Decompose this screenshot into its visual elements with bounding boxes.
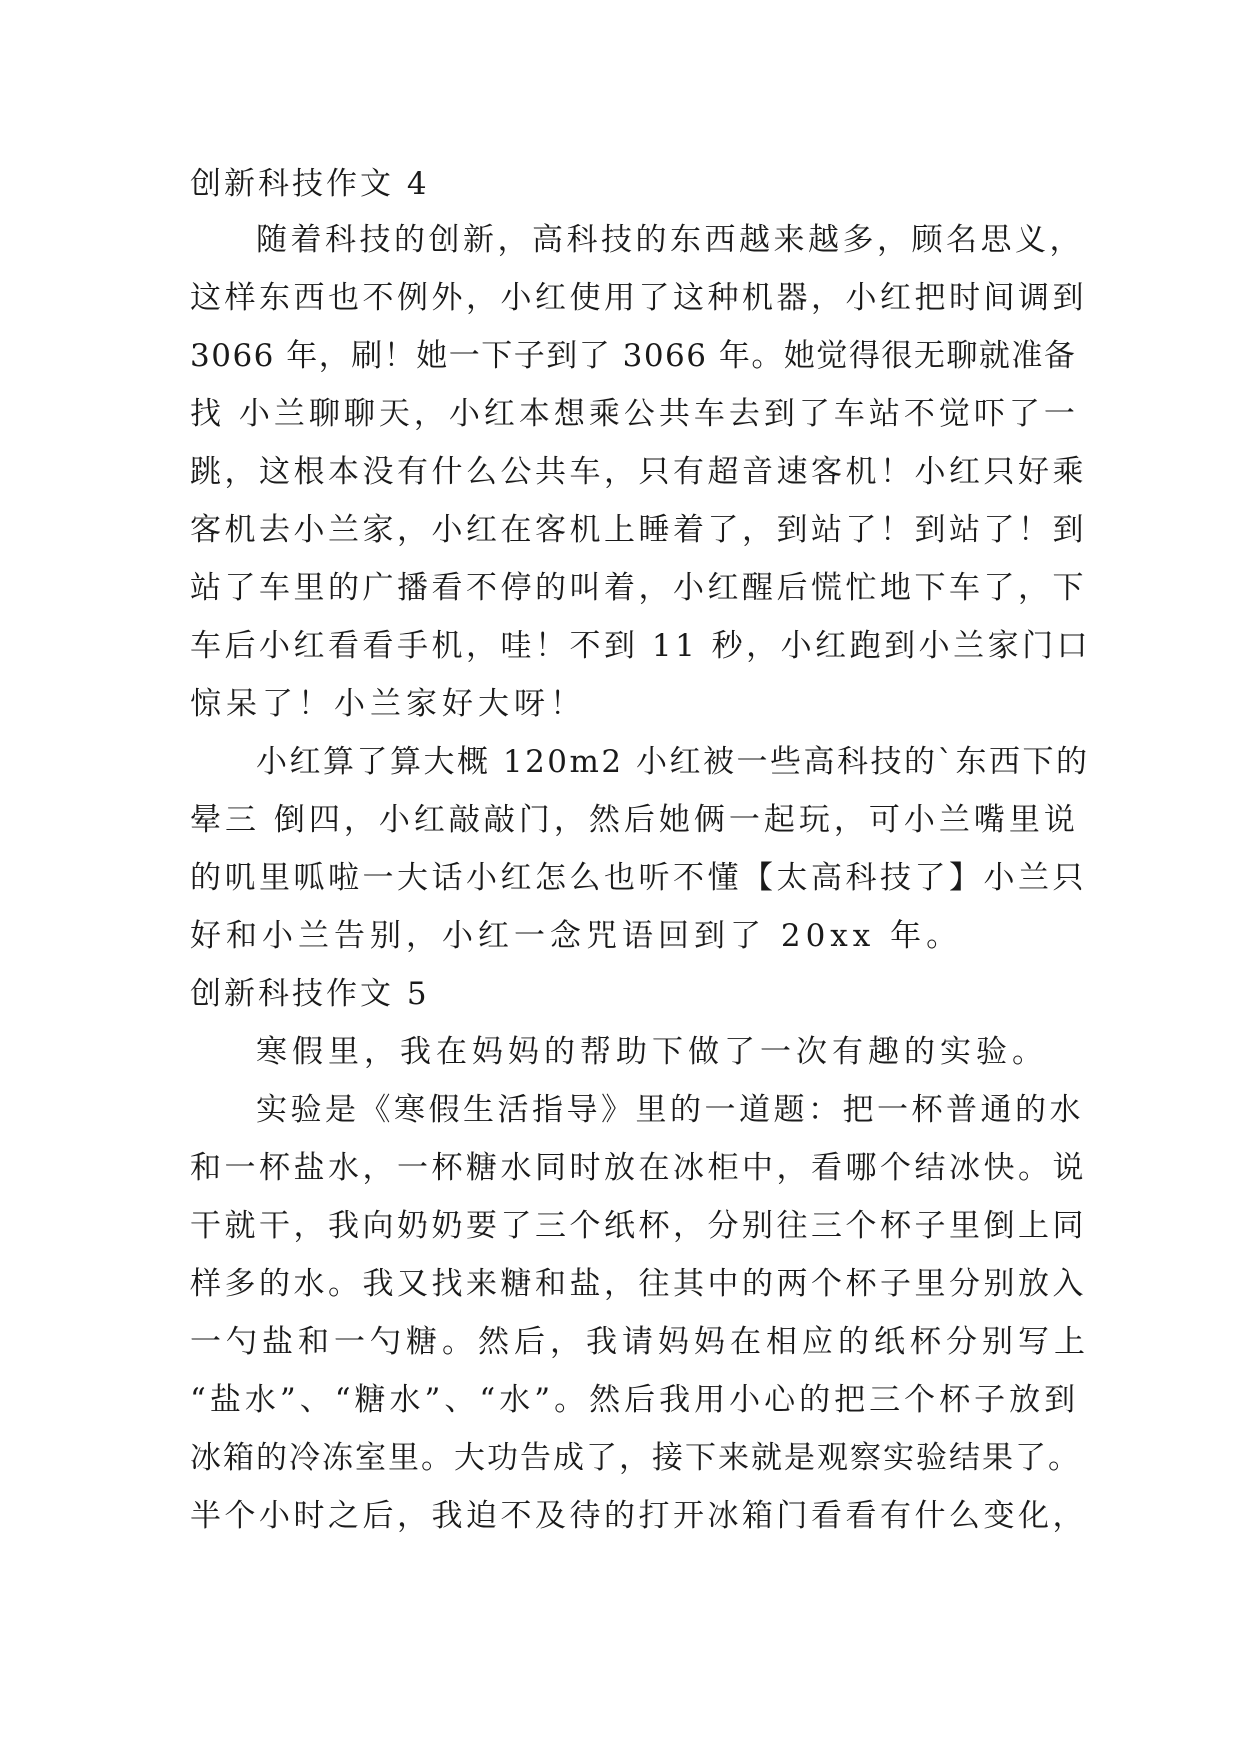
paragraph-line: 这样东西也不例外，小红使用了这种机器，小红把时间调到 bbox=[190, 280, 1087, 316]
section-heading: 创新科技作文 4 bbox=[190, 166, 430, 202]
paragraph-line: 晕三 倒四，小红敲敲门，然后她俩一起玩，可小兰嘴里说 bbox=[190, 802, 1079, 838]
paragraph-line: 好和小兰告别，小红一念咒语回到了 20xx 年。 bbox=[190, 918, 963, 954]
paragraph-line: 小红算了算大概 120m2 小红被一些高科技的`东西下的 bbox=[256, 744, 1090, 780]
paragraph-line: 干就干，我向奶奶要了三个纸杯，分别往三个杯子里倒上同 bbox=[190, 1208, 1087, 1244]
paragraph-line: “盐水”、“糖水”、“水”。然后我用小心的把三个杯子放到 bbox=[190, 1382, 1080, 1418]
paragraph-line: 和一杯盐水，一杯糖水同时放在冰柜中，看哪个结冰快。说 bbox=[190, 1150, 1087, 1186]
paragraph-line: 一勺盐和一勺糖。然后，我请妈妈在相应的纸杯分别写上 bbox=[190, 1324, 1090, 1360]
paragraph-line: 跳，这根本没有什么公共车，只有超音速客机！小红只好乘 bbox=[190, 454, 1087, 490]
paragraph-line: 实验是《寒假生活指导》里的一道题：把一杯普通的水 bbox=[256, 1092, 1084, 1128]
paragraph-line: 的叽里呱啦一大话小红怎么也听不懂【太高科技了】小兰只 bbox=[190, 860, 1087, 896]
section-heading: 创新科技作文 5 bbox=[190, 976, 430, 1012]
paragraph-line: 3066 年，刷！她一下子到了 3066 年。她觉得很无聊就准备 bbox=[190, 338, 1077, 374]
paragraph-line: 寒假里，我在妈妈的帮助下做了一次有趣的实验。 bbox=[256, 1034, 1048, 1070]
paragraph-line: 半个小时之后，我迫不及待的打开冰箱门看看有什么变化， bbox=[190, 1498, 1087, 1534]
paragraph-line: 客机去小兰家，小红在客机上睡着了，到站了！到站了！到 bbox=[190, 512, 1087, 548]
paragraph-line: 样多的水。我又找来糖和盐，往其中的两个杯子里分别放入 bbox=[190, 1266, 1087, 1302]
paragraph-line: 找 小兰聊聊天，小红本想乘公共车去到了车站不觉吓了一 bbox=[190, 396, 1079, 432]
paragraph-line: 车后小红看看手机，哇！不到 11 秒，小红跑到小兰家门口 bbox=[190, 628, 1092, 664]
paragraph-line: 站了车里的广播看不停的叫着，小红醒后慌忙地下车了，下 bbox=[190, 570, 1087, 606]
paragraph-line: 随着科技的创新，高科技的东西越来越多，顾名思义， bbox=[256, 222, 1084, 258]
paragraph-line: 惊呆了！小兰家好大呀！ bbox=[190, 686, 586, 722]
paragraph-line: 冰箱的冷冻室里。大功告成了，接下来就是观察实验结果了。 bbox=[190, 1440, 1081, 1476]
